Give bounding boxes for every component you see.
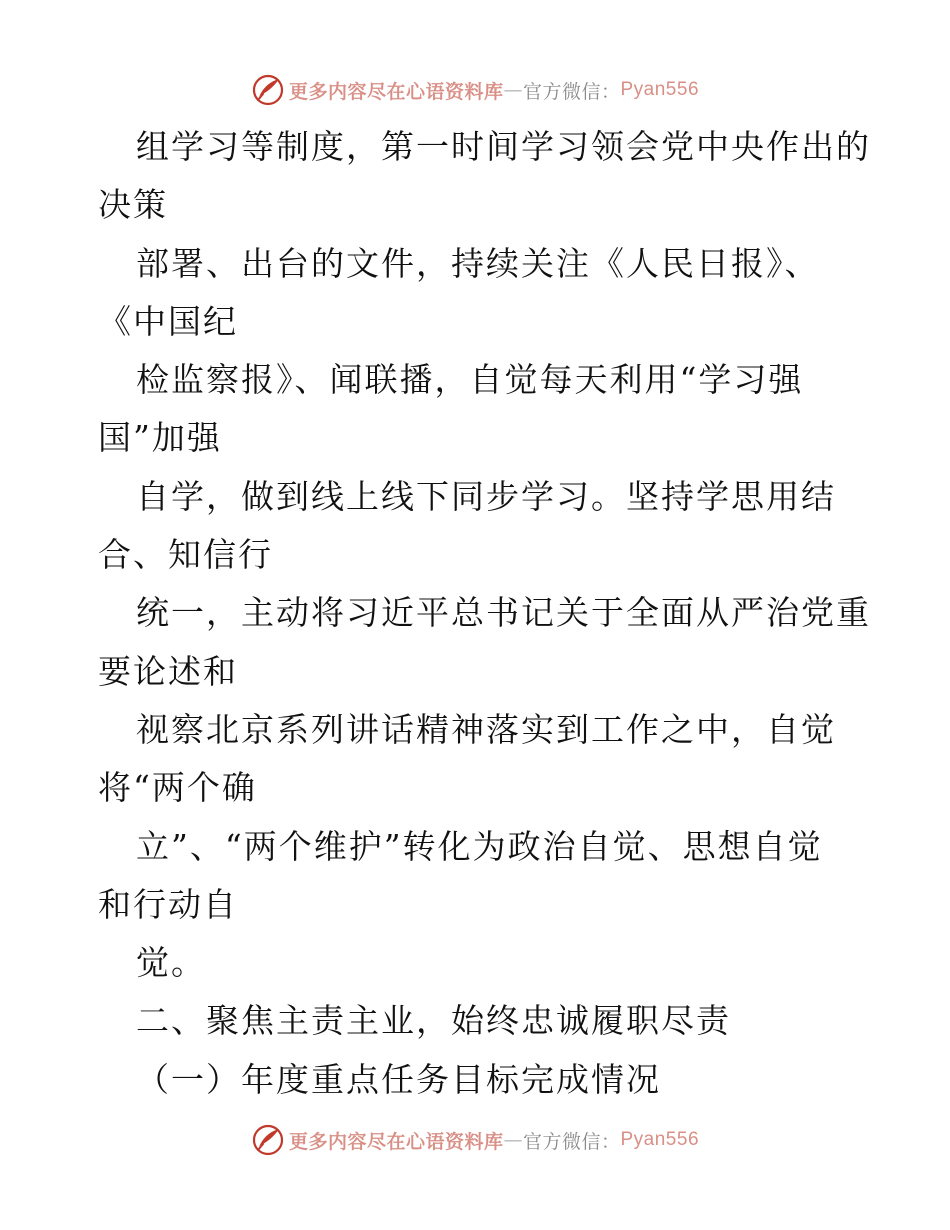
- text-line: 决策: [98, 185, 168, 225]
- text-line: 和行动自: [98, 884, 238, 924]
- text-line: 《中国纪: [98, 301, 238, 341]
- quill-pen-circle-icon: [251, 73, 285, 107]
- text-line: 合、知信行: [98, 535, 273, 575]
- watermark-wechat-id: Pyan556: [620, 79, 700, 100]
- quill-pen-circle-icon: [251, 1123, 285, 1157]
- text-line: 部署、出台的文件，持续关注《人民日报》、: [136, 243, 820, 283]
- text-line: 检监察报》、闻联播，自觉每天利用“学习强: [136, 360, 804, 400]
- header-watermark: [0, 70, 950, 110]
- watermark-official-label: 官方微信：: [522, 80, 621, 103]
- text-line: 将“两个确: [98, 768, 257, 808]
- watermark-dash: —: [503, 1129, 523, 1151]
- section-heading: 二、聚焦主责主业，始终忠诚履职尽责: [136, 1001, 731, 1041]
- subsection-heading: （一）年度重点任务目标完成情况: [136, 1059, 661, 1099]
- watermark-dash: —: [503, 79, 523, 101]
- text-line: 国”加强: [98, 418, 222, 458]
- text-line: 视察北京系列讲话精神落实到工作之中，自觉: [136, 709, 836, 749]
- text-line: 立”、“两个维护”转化为政治自觉、思想自觉: [136, 826, 823, 866]
- footer-watermark: [0, 1120, 950, 1160]
- watermark-main-text: 更多内容尽在心语资料库: [288, 1130, 504, 1153]
- text-line: 要论述和: [98, 651, 238, 691]
- text-line: 统一，主动将习近平总书记关于全面从严治党重: [136, 593, 871, 633]
- text-line: 自学，做到线上线下同步学习。坚持学思用结: [136, 476, 836, 516]
- document-body: [98, 118, 871, 1109]
- text-line: 觉。: [136, 943, 206, 983]
- watermark-wechat-id: Pyan556: [620, 1129, 700, 1150]
- watermark-main-text: 更多内容尽在心语资料库: [288, 80, 504, 103]
- text-line: 组学习等制度，第一时间学习领会党中央作出的: [136, 127, 871, 166]
- watermark-official-label: 官方微信：: [522, 1130, 621, 1153]
